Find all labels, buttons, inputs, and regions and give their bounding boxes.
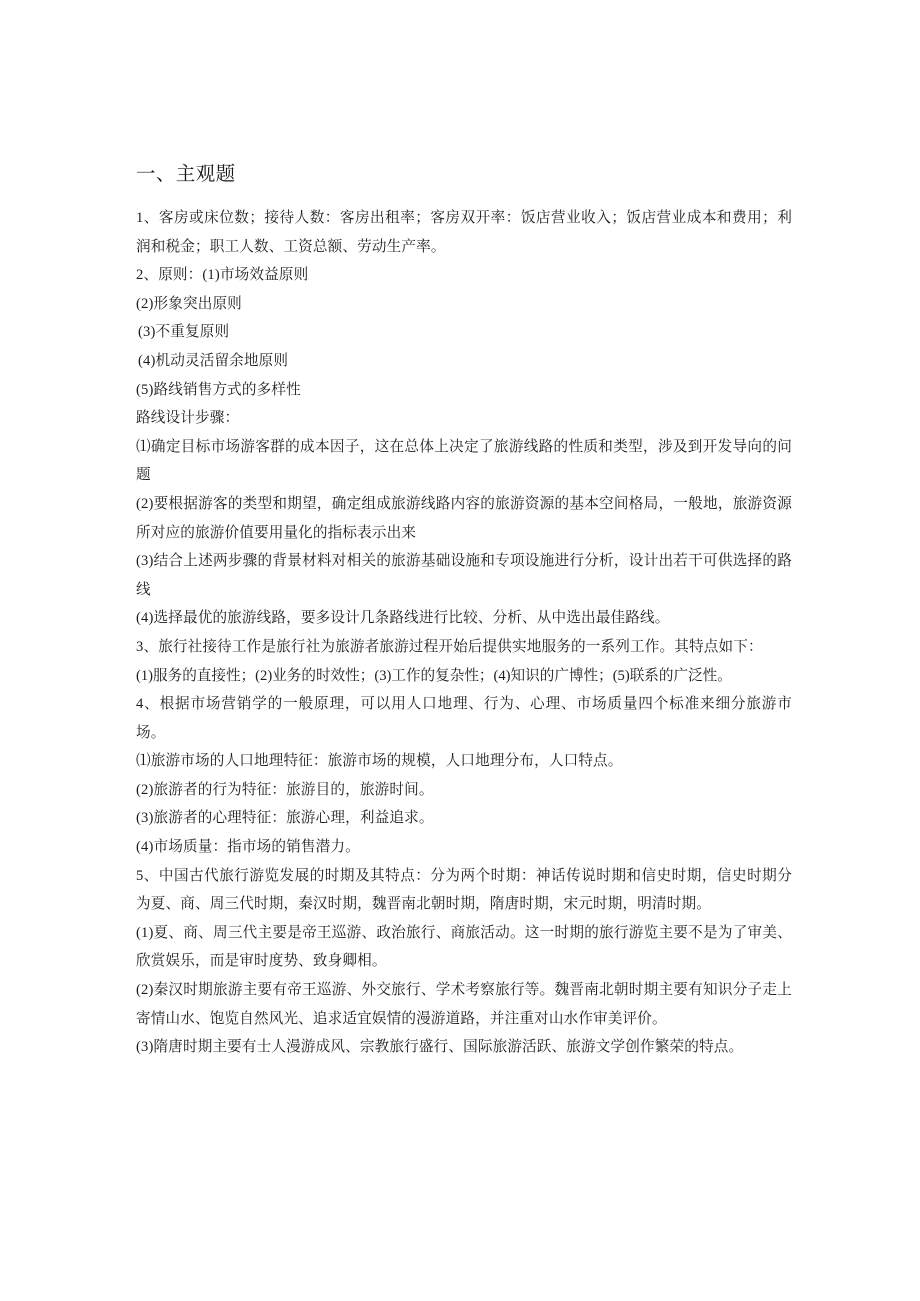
paragraph-item-4: 4、根据市场营销学的一般原理，可以用人口地理、行为、心理、市场质量四个标准来细分旅游市场。 (136, 696, 792, 741)
paragraph-route-step-2: (2)要根据游客的类型和期望，确定组成旅游线路内容的旅游资源的基本空间格局，一般地，旅游资源所对应的旅游价值要用量化的指标表示出来 (136, 495, 792, 541)
paragraph-principle-5: (5)路线销售方式的多样性 (136, 381, 301, 398)
paragraph-item-3: 3、旅行社接待工作是旅行社为旅游者旅游过程开始后提供实地服务的一系列工作。其特点如下： (136, 638, 763, 655)
document-body (136, 160, 792, 1062)
paragraph-principle-2: (2)形象突出原则 (136, 295, 242, 312)
paragraph-item-5-sub-1: (1)夏、商、周三代主要是帝王巡游、政治旅行、商旅活动。这一时期的旅行游览主要不是为了审美、欣赏娱乐，而是审时度势、致身卿相。 (136, 924, 792, 970)
paragraph-route-step-4: (4)选择最优的旅游线路，要多设计几条路线进行比较、分析、从中选出最佳路线。 (136, 610, 670, 627)
paragraph-principle-4: (4)机动灵活留余地原则 (138, 352, 289, 369)
paragraph-item-5: 5、中国古代旅行游览发展的时期及其特点：分为两个时期：神话传说时期和信史时期，信史时期分为夏、商、周三代时期，秦汉时期，魏晋南北朝时期，隋唐时期，宋元时期，明清时期。 (136, 867, 792, 913)
page-title: 一、主观题 (136, 164, 236, 185)
paragraph-route-step-1: ⑴确定目标市场游客群的成本因子，这在总体上决定了旅游线路的性质和类型，涉及到开发导向的问题 (136, 438, 792, 484)
paragraph-item-4-sub-2: (2)旅游者的行为特征：旅游目的，旅游时间。 (136, 781, 434, 798)
paragraph-item-5-sub-2: (2)秦汉时期旅游主要有帝王巡游、外交旅行、学术考察旅行等。魏晋南北朝时期主要有知识分子走上寄情山水、饱览自然风光、追求适宜娱情的漫游道路，并注重对山水作审美评价。 (136, 982, 792, 1027)
paragraph-route-design-heading: 路线设计步骤： (136, 410, 240, 427)
paragraph-item-3-features: (1)服务的直接性；(2)业务的时效性；(3)工作的复杂性；(4)知识的广博性；(5)联系的广泛性。 (136, 667, 732, 684)
paragraph-item-2-principles: 2、原则：(1)市场效益原则 (136, 267, 309, 284)
paragraph-item-4-sub-1: ⑴旅游市场的人口地理特征：旅游市场的规模，人口地理分布，人口特点。 (136, 753, 623, 770)
paragraph-item-4-sub-4: (4)市场质量：指市场的销售潜力。 (136, 839, 360, 856)
paragraph-item-4-sub-3: (3)旅游者的心理特征：旅游心理，利益追求。 (136, 810, 434, 827)
paragraph-route-step-3: (3)结合上述两步骤的背景材料对相关的旅游基础设施和专项设施进行分析，设计出若干可供选择的路线 (136, 553, 792, 598)
paragraph-item-5-sub-3: (3)隋唐时期主要有士人漫游成风、宗教旅行盛行、国际旅游活跃、旅游文学创作繁荣的特点。 (136, 1039, 744, 1056)
paragraph-principle-3: (3)不重复原则 (138, 324, 230, 341)
paragraph-item-1: 1、客房或床位数；接待人数：客房出租率；客房双开率：饭店营业收入；饭店营业成本和费用；利润和税金；职工人数、工资总额、劳动生产率。 (136, 210, 792, 255)
